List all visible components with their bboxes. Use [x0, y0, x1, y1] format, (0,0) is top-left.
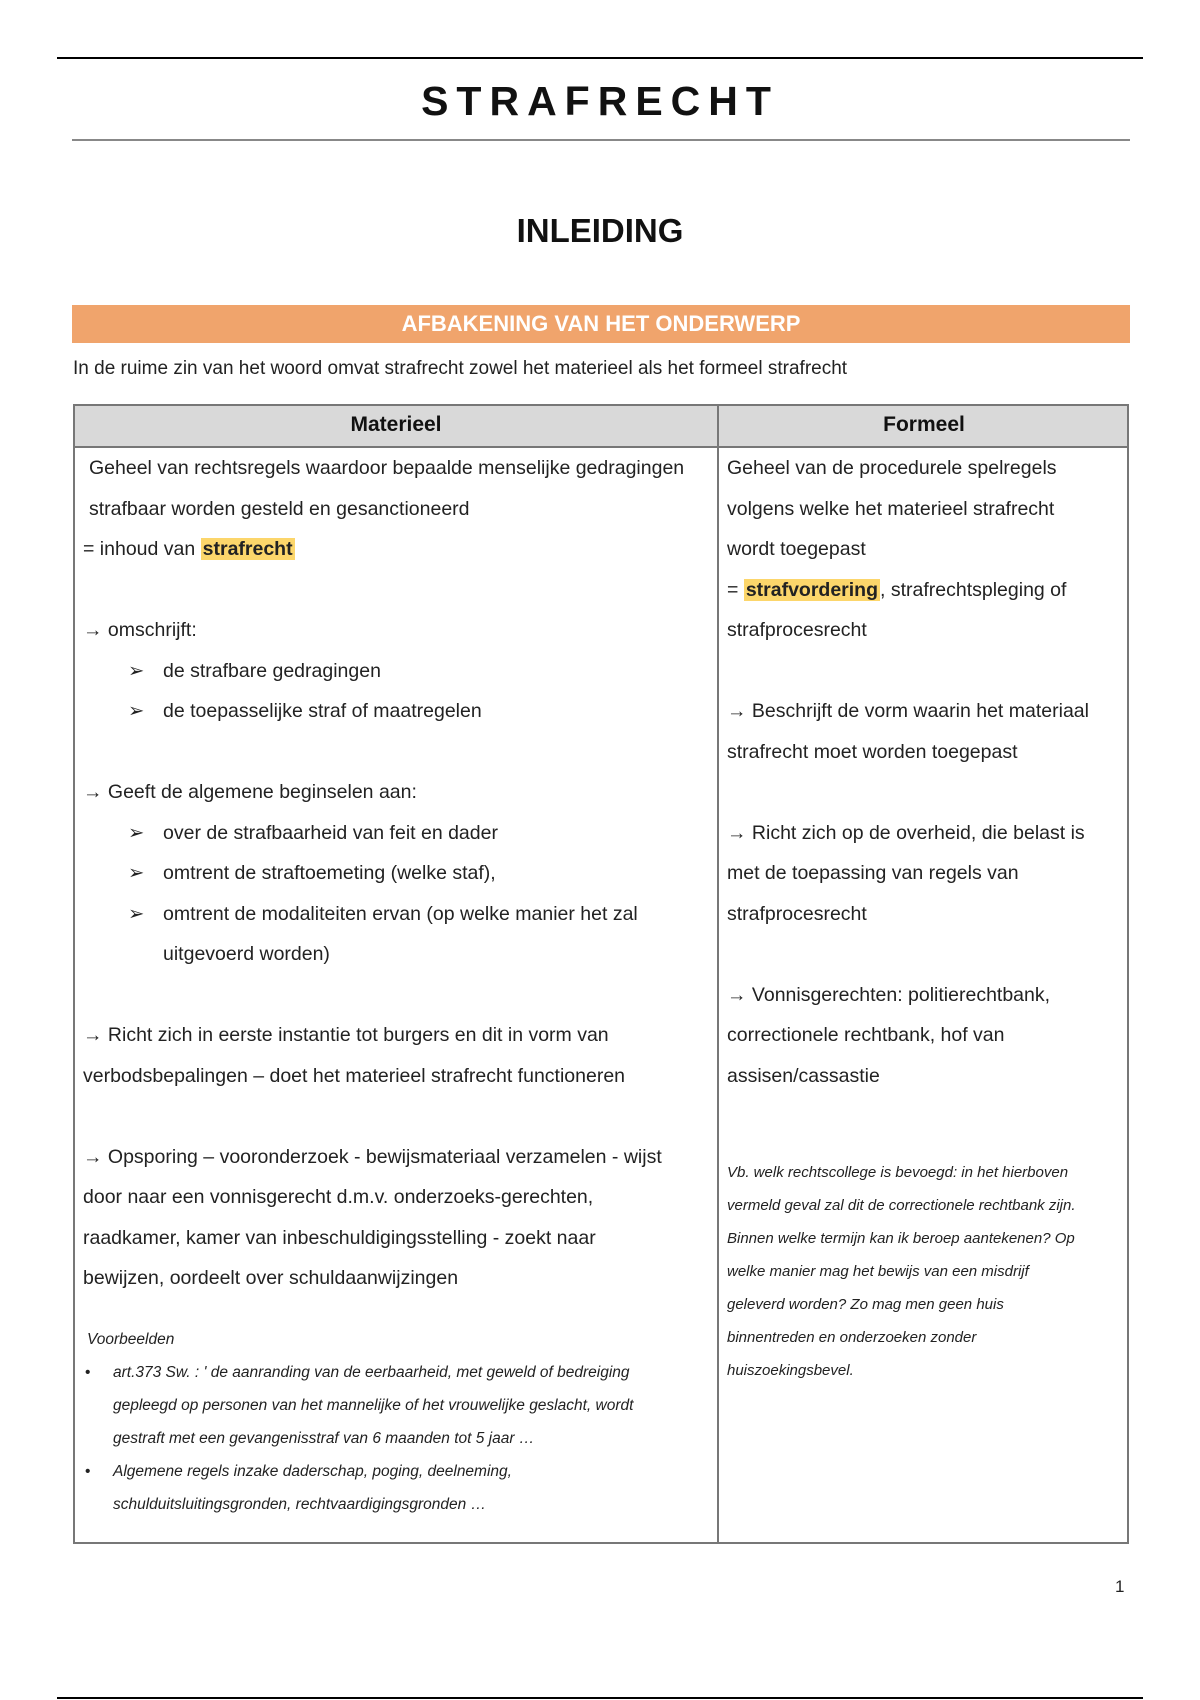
- example-item-cont: gepleegd op personen van het mannelijke of het vrouwelijke geslacht, wordt: [113, 1396, 634, 1414]
- formeel-column: [727, 448, 1122, 1387]
- title-rule: [72, 139, 1130, 141]
- example-item-cont: gestraft met een gevangenisstraf van 6 maanden tot 5 jaar …: [113, 1429, 535, 1447]
- list-item: ➢ omtrent de straftoemeting (welke staf),: [83, 853, 708, 894]
- materieel-column: [83, 448, 708, 1521]
- richt-line-1: → Richt zich in eerste instantie tot burgers en dit in vorm van: [83, 1024, 609, 1046]
- overheid-line-2: met de toepassing van regels van: [727, 862, 1019, 884]
- section-heading: AFBAKENING VAN HET ONDERWERP: [72, 305, 1130, 343]
- example-line: huiszoekingsbevel.: [727, 1362, 854, 1379]
- example-item: • art.373 Sw. : ' de aanranding van de eerbaarheid, met geweld of bedreiging: [83, 1356, 708, 1389]
- opsporing-line-2: door naar een vonnisgerecht d.m.v. onderzoeks-gerechten,: [83, 1186, 594, 1208]
- example-line: welke manier mag het bewijs van een misdrijf: [727, 1263, 1029, 1280]
- header-formeel: Formeel: [883, 413, 965, 436]
- formeel-definition-cont: volgens welke het materieel strafrecht: [727, 497, 1055, 520]
- voorbeelden-title: Voorbeelden: [87, 1330, 175, 1348]
- overheid-line-3: strafprocesrecht: [727, 902, 867, 925]
- bullet-dot-icon: •: [85, 1363, 91, 1381]
- formeel-definition: Geheel van de procedurele spelregels: [727, 457, 1057, 479]
- voorbeelden-block: [83, 1323, 708, 1521]
- list-item: ➢ de toepasselijke straf of maatregelen: [83, 691, 708, 732]
- formeel-definition-cont: strafprocesrecht: [727, 619, 867, 641]
- page-number: 1: [1115, 1577, 1125, 1596]
- materieel-definition-cont: strafbaar worden gesteld en gesanctioneerd: [89, 497, 470, 520]
- formeel-strafvordering: = strafvordering , strafrechtspleging of: [727, 578, 1067, 601]
- vonnis-line-2: correctionele rechtbank, hof van: [727, 1024, 1005, 1046]
- header-materieel: Materieel: [350, 413, 442, 436]
- example-line: geleverd worden? Zo mag men geen huis: [727, 1296, 1004, 1313]
- overheid-line-1: → Richt zich op de overheid, die belast is: [727, 821, 1085, 844]
- arrow-bullet-icon: ➢: [128, 659, 145, 682]
- list-item-cont: uitgevoerd worden): [163, 943, 330, 965]
- bottom-rule: [57, 1697, 1143, 1699]
- arrow-bullet-icon: ➢: [128, 700, 145, 722]
- omschrijft-label: → omschrijft:: [83, 619, 197, 641]
- table-header-row: [75, 406, 1127, 448]
- example-item: • Algemene regels inzake daderschap, poging, deelneming,: [83, 1455, 708, 1488]
- vorm-line-1: → Beschrijft de vorm waarin het materiaal: [727, 700, 1089, 722]
- highlight-strafrecht: strafrecht: [202, 538, 293, 560]
- vonnis-line-1: → Vonnisgerechten: politierechtbank,: [727, 983, 1051, 1006]
- intro-paragraph: In de ruime zin van het woord omvat strafrecht zowel het materieel als het formeel strafrecht: [73, 358, 848, 379]
- beginselen-label: → Geeft de algemene beginselen aan:: [83, 781, 417, 803]
- column-divider: [717, 406, 719, 1542]
- arrow-bullet-icon: ➢: [128, 862, 145, 884]
- formeel-definition-cont: wordt toegepast: [727, 538, 866, 560]
- comparison-table: [73, 404, 1129, 1544]
- example-line: Vb. welk rechtscollege is bevoegd: in het hierboven: [727, 1164, 1069, 1181]
- highlight-strafvordering: strafvordering: [745, 578, 879, 601]
- top-rule: [57, 57, 1143, 59]
- materieel-definition: Geheel van rechtsregels waardoor bepaalde menselijke gedragingen: [89, 457, 685, 479]
- materieel-inhoud: = inhoud van strafrecht: [83, 538, 293, 560]
- opsporing-line-3: raadkamer, kamer van inbeschuldigingsstelling - zoekt naar: [83, 1226, 596, 1249]
- example-line: binnentreden en onderzoeken zonder: [727, 1329, 977, 1346]
- richt-line-2: verbodsbepalingen – doet het materieel strafrecht functioneren: [83, 1064, 626, 1087]
- document-title: STRAFRECHT: [421, 78, 779, 124]
- chapter-heading: INLEIDING: [516, 212, 684, 249]
- arrow-bullet-icon: ➢: [128, 821, 145, 844]
- example-line: vermeld geval zal dit de correctionele rechtbank zijn.: [727, 1197, 1076, 1214]
- list-item: ➢ de strafbare gedragingen: [83, 651, 708, 692]
- opsporing-line-1: → Opsporing – vooronderzoek - bewijsmateriaal verzamelen - wijst: [83, 1145, 662, 1168]
- list-item: ➢ omtrent de modaliteiten ervan (op welke manier het zal: [83, 894, 708, 935]
- example-item-cont: schulduitsluitingsgronden, rechtvaardigingsgronden …: [113, 1495, 487, 1513]
- list-item: ➢ over de strafbaarheid van feit en dader: [83, 813, 708, 854]
- bullet-dot-icon: •: [85, 1462, 91, 1480]
- example-line: Binnen welke termijn kan ik beroep aantekenen? Op: [727, 1230, 1075, 1247]
- vonnis-line-3: assisen/cassastie: [727, 1064, 880, 1087]
- vorm-line-2: strafrecht moet worden toegepast: [727, 740, 1018, 763]
- formeel-example-block: [727, 1156, 1122, 1387]
- arrow-bullet-icon: ➢: [128, 902, 145, 925]
- opsporing-line-4: bewijzen, oordeelt over schuldaanwijzingen: [83, 1267, 459, 1289]
